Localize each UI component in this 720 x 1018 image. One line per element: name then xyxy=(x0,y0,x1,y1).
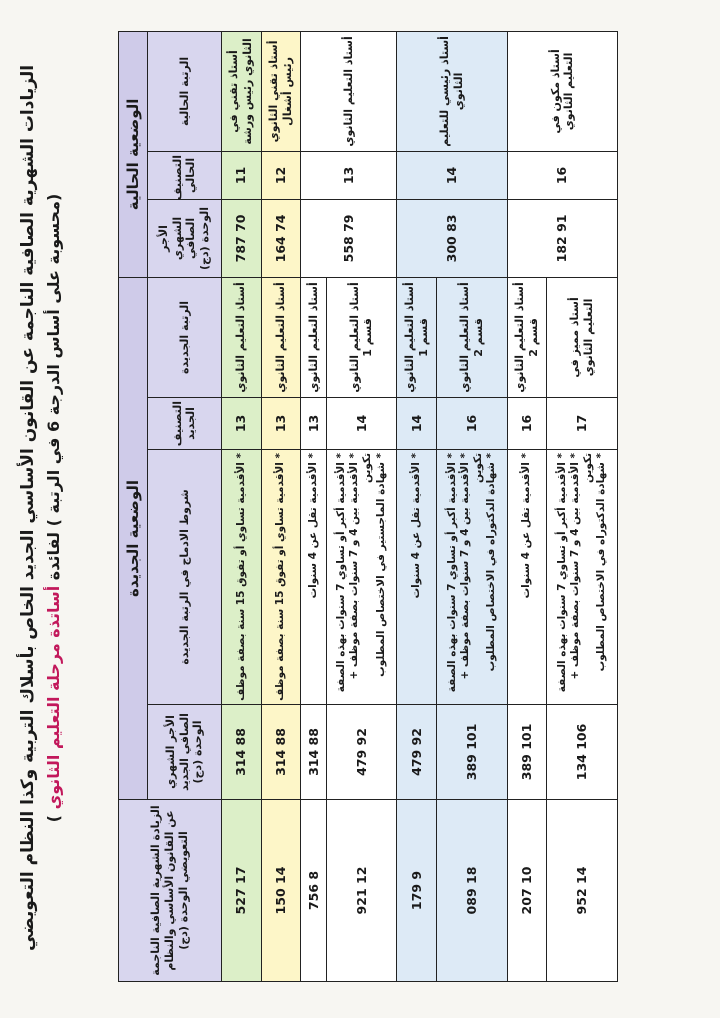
section-header-row xyxy=(119,31,148,981)
new-wage-cell: 101 389 xyxy=(507,704,547,799)
increase-cell: 14 150 xyxy=(261,800,301,982)
condition-line: * الأقدمية بين 4 و 7 سنوات بصفة موظف + تكوين xyxy=(569,452,595,680)
new-rank-cell: أستاذ التعليم الثانوي قسم 1 xyxy=(397,277,437,397)
conditions-cell xyxy=(326,449,397,704)
table-row xyxy=(397,31,437,981)
new-class-cell: 16 xyxy=(507,397,547,449)
table-row xyxy=(301,31,326,981)
condition-line: * شهادة الدكتوراه في الاختصاص المطلوب xyxy=(484,452,497,672)
current-wage-header: الأجر الشهري الصافي الوحدة (دج) xyxy=(148,199,222,277)
current-rank-header: الرتبة الحالية xyxy=(148,31,222,151)
new-class-cell: 14 xyxy=(326,397,397,449)
condition-line: * الأقدمية تساوي أو تفوق 15 سنة بصفة موظف xyxy=(234,452,247,701)
current-class-cell: 11 xyxy=(221,151,261,199)
new-rank-cell: أستاذ مميز في التعليم الثانوي xyxy=(547,277,618,397)
title-block xyxy=(18,28,63,988)
new-wage-header: الأجر الشهري الصافي الجديد الوحدة (دج) xyxy=(148,704,222,799)
current-rank-cell: أستاذ تقني في الثانوي رئيس ورشة xyxy=(221,31,261,151)
increase-cell: 14 952 xyxy=(547,800,618,982)
new-class-header: التصنيف الجديد xyxy=(148,397,222,449)
conditions-cell xyxy=(507,449,547,704)
condition-line: * الأقدمية أكبر أو تساوي 7 سنوات بهذه الصفة xyxy=(335,452,348,693)
subtitle-prefix: (محسوبة على أساس الدرجة 6 في الرتبة ) لفائدة xyxy=(44,193,63,581)
condition-line: * الأقدمية تساوي أو تفوق 15 سنة بصفة موظف xyxy=(274,452,287,701)
condition-line: * الأقدمية تقل عن 4 سنوات xyxy=(306,452,319,599)
current-wage-cell: 79 558 xyxy=(301,199,397,277)
increase-cell: 9 179 xyxy=(397,800,437,982)
new-wage-cell: 88 314 xyxy=(221,704,261,799)
table-row xyxy=(221,31,261,981)
condition-line: * الأقدمية تقل عن 4 سنوات xyxy=(410,452,423,599)
increase-header: الزيادة الشهرية الصافية الناجمة عن القانون الأساسي والنظام التعويضي الوحدة (دج) xyxy=(119,800,222,982)
current-rank-cell: أستاذ تقني الثانوي رئيس أشغال xyxy=(261,31,301,151)
condition-line: * الأقدمية أكبر أو تساوي 7 سنوات بهذه الصفة xyxy=(555,452,568,693)
current-rank-cell: أستاذ رئيسي للتعليم الثانوي xyxy=(397,31,507,151)
new-class-cell: 17 xyxy=(547,397,618,449)
condition-line: * الأقدمية تقل عن 4 سنوات xyxy=(520,452,533,599)
current-wage-cell: 91 182 xyxy=(507,199,617,277)
conditions-cell xyxy=(547,449,618,704)
current-wage-cell: 74 164 xyxy=(261,199,301,277)
condition-line: * الأقدمية بين 4 و 7 سنوات بصفة موظف + تكوين xyxy=(458,452,484,680)
condition-line: * شهادة الماجستير في الاختصاص المطلوب xyxy=(374,452,387,677)
condition-line: * الأقدمية أكبر أو تساوي 7 سنوات بهذه الصفة xyxy=(445,452,458,693)
new-rank-cell: أستاذ التعليم الثانوي xyxy=(301,277,326,397)
new-class-cell: 13 xyxy=(301,397,326,449)
condition-line: * شهادة الدكتوراه في الاختصاص المطلوب xyxy=(595,452,608,672)
current-rank-cell: أستاذ مكون في التعليم الثانوي xyxy=(507,31,617,151)
new-rank-cell: أستاذ التعليم الثانوي قسم 2 xyxy=(507,277,547,397)
conditions-cell xyxy=(437,449,508,704)
new-class-cell: 14 xyxy=(397,397,437,449)
new-rank-cell: أستاذ التعليم الثانوي قسم 1 xyxy=(326,277,397,397)
table-row xyxy=(261,31,301,981)
conditions-cell xyxy=(397,449,437,704)
current-wage-cell: 70 787 xyxy=(221,199,261,277)
new-rank-cell: أستاذ التعليم الثانوي xyxy=(261,277,301,397)
current-section-header: الوضعية الحالية xyxy=(119,31,148,277)
current-class-cell: 16 xyxy=(507,151,617,199)
conditions-cell xyxy=(261,449,301,704)
current-class-cell: 13 xyxy=(301,151,397,199)
subtitle-highlight: أساتذة مرحلة التعليم الثانوي xyxy=(44,585,63,810)
new-wage-cell: 106 134 xyxy=(547,704,618,799)
new-class-cell: 13 xyxy=(221,397,261,449)
increase-cell: 12 921 xyxy=(326,800,397,982)
new-rank-cell: أستاذ التعليم الثانوي xyxy=(221,277,261,397)
new-wage-cell: 92 479 xyxy=(326,704,397,799)
conditions-cell xyxy=(221,449,261,704)
conditions-header: شروط الادماج في الرتبة الجديدة xyxy=(148,449,222,704)
current-class-cell: 12 xyxy=(261,151,301,199)
new-class-cell: 16 xyxy=(437,397,508,449)
table-row xyxy=(507,31,547,981)
new-wage-cell: 101 389 xyxy=(437,704,508,799)
new-wage-cell: 92 479 xyxy=(397,704,437,799)
increase-cell: 17 527 xyxy=(221,800,261,982)
current-class-header: التصنيف الحالي xyxy=(148,151,222,199)
increase-cell: 18 089 xyxy=(437,800,508,982)
increase-cell: 8 756 xyxy=(301,800,326,982)
document-title: الزيادات الشهرية الصافية الناجمة عن القانون الأساسي الجديد الخاص بأسلاك التربية وكذا النظام التعويضي xyxy=(18,64,38,952)
new-class-cell: 13 xyxy=(261,397,301,449)
new-rank-cell: أستاذ التعليم الثانوي قسم 2 xyxy=(437,277,508,397)
new-section-header: الوضعية الجديدة xyxy=(119,277,148,799)
condition-line: * الأقدمية بين 4 و 7 سنوات بصفة موظف + تكوين xyxy=(348,452,374,680)
current-wage-cell: 83 300 xyxy=(397,199,507,277)
salary-table xyxy=(118,31,618,982)
increase-cell: 10 207 xyxy=(507,800,547,982)
conditions-cell xyxy=(301,449,326,704)
current-rank-cell: أستاذ التعليم الثانوي xyxy=(301,31,397,151)
new-rank-header: الرتبة الجديدة xyxy=(148,277,222,397)
document-subtitle xyxy=(44,28,63,988)
current-class-cell: 14 xyxy=(397,151,507,199)
subtitle-suffix: ) xyxy=(44,815,63,823)
new-wage-cell: 88 314 xyxy=(261,704,301,799)
new-wage-cell: 88 314 xyxy=(301,704,326,799)
